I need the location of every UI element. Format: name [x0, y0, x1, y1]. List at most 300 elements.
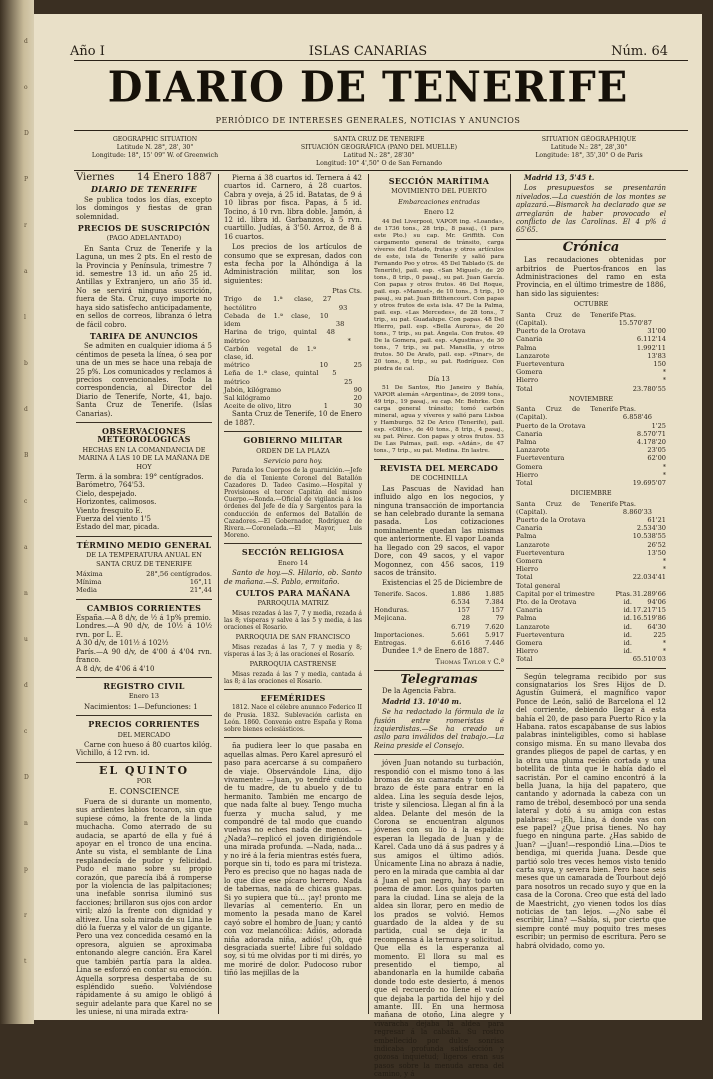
lonja-row-value: 30 — [353, 402, 362, 411]
lonja-row-value: 38 — [335, 320, 345, 329]
general-row-value: 31.289'66 — [632, 589, 666, 598]
octubre-row-label: Lanzarote — [516, 351, 550, 360]
revista-sub: DE COCHINILLA — [410, 474, 468, 483]
lonja-row — [224, 369, 362, 385]
quinto-title: EL QUINTO — [98, 763, 190, 777]
obs-line: Estado del mar, picada. — [76, 523, 160, 532]
general-row-value: id. — [623, 630, 632, 639]
geo-center-lon: Longitud: 10° 4',50" O de San Fernando — [316, 160, 442, 167]
separator — [76, 599, 212, 600]
diciembre-row-value: 10.538'55 — [632, 532, 666, 541]
noviembre-row-value: 6.858'46 — [622, 413, 652, 422]
gobierno-sub2: Servicio para hoy. — [263, 456, 323, 465]
general-row-label: Canaria — [516, 606, 543, 615]
obs-line: Term. á la sombra: 19° centígrados. — [76, 473, 204, 481]
culto-text: Misas rezada á las 7 y media, cantada á las 8; á las oraciones el Rosario. — [224, 670, 362, 685]
exist-row-value: 157 — [491, 606, 504, 615]
diciembre-row-total — [516, 573, 666, 581]
noviembre-row-label: Canaria — [516, 429, 543, 438]
diciembre-row — [516, 565, 666, 573]
termino-sub: DE LA TEMPERATURA ANUAL EN SANTA CRUZ DE TENERIFE — [86, 551, 202, 568]
lonja-row-values — [310, 402, 362, 410]
octubre-row-values — [614, 344, 666, 352]
diciembre-row-label: Palma — [516, 532, 537, 541]
cambios-lines — [76, 614, 212, 673]
exist-row-label: Entregas. — [374, 638, 407, 647]
separator — [76, 677, 212, 678]
general-row-label: Palma — [516, 614, 537, 623]
octubre-row — [516, 376, 666, 384]
geo-center-lat: Latitud N.: 28°, 28'30" — [343, 152, 415, 159]
diciembre-row-value: * — [662, 556, 666, 565]
lonja-row-values — [310, 386, 362, 394]
region-label: ISLAS CANARIAS — [308, 44, 428, 59]
spine-glyph: B — [24, 452, 29, 459]
general-row-value: * — [662, 647, 666, 656]
diciembre-row — [516, 532, 666, 540]
exist-row-value: 28 — [461, 614, 470, 623]
general-row-value: 225 — [653, 630, 666, 639]
issue-date — [76, 174, 212, 182]
general-row-label: Hierro — [516, 647, 539, 656]
lonja-row-value: 25 — [344, 377, 353, 386]
diciembre-row-values — [614, 532, 666, 540]
diciembre-title: DICIEMBRE — [570, 489, 612, 498]
lonja-row — [224, 394, 362, 402]
column-divider-3 — [510, 174, 511, 1014]
octubre-row-value: 13'83 — [647, 351, 666, 360]
mercado-sub: DEL MERCADO — [117, 730, 171, 739]
noviembre-row-total-label: Total — [516, 478, 533, 487]
lonja-row-label: Aceite de olivo, litro — [224, 402, 292, 411]
diciembre-row — [516, 516, 666, 524]
separator — [224, 543, 362, 544]
religiosa-date: Enero 14 — [277, 558, 309, 567]
exist-row-values — [451, 639, 504, 647]
tarifa-title: TARIFA DE ANUNCIOS — [89, 330, 199, 341]
publication-intro: Se publica todos los días, excepto los domingos y fiestas de gran solemnidad. — [76, 195, 212, 221]
tel-agency: De la Agencia Fabra. — [382, 687, 457, 696]
diciembre-row — [516, 541, 666, 549]
noviembre-row-label: Palma — [516, 437, 537, 446]
diciembre-rows — [516, 500, 666, 582]
diciembre-row — [516, 524, 666, 532]
geo-left — [80, 136, 230, 160]
termino-row — [76, 570, 212, 578]
noviembre-row-value: Ptas. — [619, 405, 636, 414]
precios-text: En Santa Cruz de Tenerife y la Laguna, un mes 2 pts. En el resto de la Provincia y Península, trimestre 7 id. semestre 13 id. un año 25 id. Antillas y Extranjero, un año 35 id. No se servirá ninguna suscrición, fuera de Sta. Cruz, cuyo importe no haya sido satisfecho anticipadamente, en sellos de correos, libranza ó letra de fácil cobro. — [76, 244, 212, 329]
noviembre-row-total-values — [614, 479, 666, 487]
diciembre-row-value: 26'52 — [647, 540, 666, 549]
diciembre-row-value: 13'50 — [647, 548, 666, 557]
exist-sign: Thomas Taylor y C.ª — [435, 657, 504, 666]
lonja-row-value: * — [347, 336, 351, 345]
geo-right-lon: Longitude: 18°, 35',30" O de Paris — [535, 152, 643, 159]
precios-sub: (PAGO ADELANTADO) — [106, 234, 182, 243]
general-row — [516, 647, 666, 655]
cambios-line: Londres.—A 90 d/v, de 10½ á 10½ rvn. por L. E. — [76, 622, 212, 639]
geo-center-city: SANTA CRUZ DE TENERIFE — [333, 136, 425, 143]
exist-row-value: 79 — [495, 614, 504, 623]
diciembre-row-values — [614, 565, 666, 573]
exist-row-values — [452, 606, 504, 614]
exist-row-values — [451, 598, 504, 606]
dia13-text: 51 De Santos, Rio Janeiro y Bahía, VAPOR alemán «Argentina», de 2099 tons., 49 trip., 19 pasaj., su cap. Mr. Behrke. Con carga general tránsito; tomó carbón mineral, agua y víveres y salió para Lisboa y Hamburgo. 52 De Arico (Tenerife), pail. esp. «Ollite», de 40 tons., 8 trip., 4 pasaj., su pat. Pérez. Con papas y otros frutos. 53 De Las Palmas, pail. esp. «Adán», de 47 tons., 7 trip., su pat. Medina. En lastre. — [374, 385, 504, 455]
octubre-row-label: Puerto de la Orotava — [516, 327, 586, 336]
lonja-row-values — [310, 394, 362, 402]
general-row-label: Capital por el trimestre — [516, 589, 595, 598]
octubre-row — [516, 327, 666, 335]
general-row-values — [614, 590, 666, 598]
lonja-row-label: Carbón vegetal de 1.ª clase, id. — [224, 344, 317, 361]
separator — [224, 737, 362, 738]
obs-sub: HECHAS EN LA COMANDANCIA DE MARINA Á LAS 10 DE LA MAÑANA DE HOY — [78, 445, 210, 471]
lonja-row — [224, 361, 362, 369]
precios-title: PRECIOS DE SUSCRIPCIÓN — [77, 223, 211, 234]
lonja-row-label: Cebada de 1.ª clase, idem — [224, 311, 311, 329]
lonja-row-value: 90 — [353, 385, 362, 394]
cultos-title: CULTOS PARA MAÑANA — [235, 588, 351, 599]
octubre-row-label: Santa Cruz de Tenerife (Capital). — [516, 310, 618, 327]
lonja-row-value: 25 — [353, 361, 362, 370]
revista-title: REVISTA DEL MERCADO — [379, 463, 499, 474]
noviembre-row — [516, 430, 666, 438]
separator — [374, 670, 504, 671]
lonja-header-cts: Cts. — [348, 287, 362, 296]
exist-row-values — [451, 590, 504, 598]
general-row — [516, 582, 666, 590]
octubre-row-total-label: Total — [516, 384, 533, 393]
spine-glyph: D — [24, 774, 29, 781]
noviembre-row-value: * — [662, 470, 666, 479]
cronica-title: Crónica — [562, 239, 620, 255]
diciembre-row-label: Canaria — [516, 524, 543, 533]
general-row-value: 94'06 — [647, 598, 666, 606]
cultos-blocks — [224, 599, 362, 685]
general-row-value: Ptas. — [615, 589, 632, 598]
cambios-line: A 8 d/v, de 4'06 á 4'10 — [76, 664, 155, 673]
lonja-row-value: 10 — [319, 311, 329, 320]
general-row-total-value: 65.510'03 — [632, 655, 666, 664]
spine-glyph: P — [24, 176, 29, 183]
lonja-row-value: 93 — [338, 303, 348, 312]
exist-row-values — [451, 623, 504, 631]
general-row-value: * — [662, 639, 666, 648]
octubre-row-total-value: 23.780'55 — [632, 384, 666, 393]
lonja-rows — [224, 295, 362, 410]
masthead-rule-bottom — [74, 130, 688, 131]
tel-time: Madrid 13. 10'40 m. — [382, 696, 462, 706]
general-row — [516, 606, 666, 614]
exist-row — [374, 623, 504, 631]
general-row-value: id. — [623, 647, 632, 656]
cronica-intro: Las recaudaciones obtenidas por arbitrios de Puertos-francos en las Administraciones del ramo en esta Provincia, en el último trimestre de 1886, han sido las siguientes: — [516, 256, 666, 298]
termino-row-label: Máxima — [76, 570, 103, 579]
octubre-title: OCTUBRE — [573, 300, 609, 309]
general-row-value: id. — [623, 622, 632, 631]
diciembre-row-total-label: Total — [516, 573, 533, 582]
general-row-total-label: Total — [516, 655, 533, 664]
gobierno-text: Parada los Cuerpos de la guarnición.—Jefe de día el Teniente Coronel del Batallón Cazadores D. Tadeo Casimo.—Hospital y Provisiones el tercer Capitán del mismo Cuerpo.—Ronda.—Oficial de vigilancia á los órdenes del Jefe de día y Sargentos para la conducción de enfermos del Batallón de Cazadores.—El Gobernador, Rodríguez de Rivera.—Coronelada.—El Mayor, Luis Moreno. — [224, 467, 362, 540]
diciembre-row-values — [614, 541, 666, 549]
culto-parish: PARROQUIA DE SAN FRANCISCO — [235, 633, 351, 642]
diciembre-row-label: Hierro — [516, 565, 539, 574]
spine-glyph: l — [24, 314, 26, 321]
lonja-row-label: Sal kilógramo — [224, 393, 271, 402]
exist-row — [374, 598, 504, 606]
exist-row-label: Mejicana. — [374, 614, 407, 623]
general-row-total — [516, 655, 666, 663]
issue-date-text: 14 Enero 1887 — [137, 172, 212, 183]
noviembre-row-value: 8.570'71 — [636, 429, 666, 438]
geo-right-lat: Latitude N.: 28°, 28',30" — [550, 144, 628, 151]
entradas-date: Enero 12 — [423, 208, 455, 217]
octubre-row-value: 15.570'87 — [618, 318, 652, 327]
lonja-row-value: 27 — [322, 295, 332, 304]
revista-text: Las Pascuas de Navidad han influido algo en los negocios, y ninguna transacción de importancia se han celebrado durante la semana pasada. Los cotizaciones nominalmente quedan las mismas que anteriormente. El vapor Loanda ha llegado con 29 sacos, el vapor Dore, con 49 sacos, y el vapor Mogonnez, con 456 sacos, 119 sacos de tránsito. — [374, 484, 504, 577]
exist-row-value: 1.886 — [451, 589, 470, 598]
entradas-title: Embarcaciones entradas — [398, 197, 480, 206]
general-row-value: 17.217'15 — [632, 606, 666, 615]
obs-line: Fuerza del viento 1'5 — [76, 515, 151, 524]
noviembre-row-value: 23'05 — [647, 446, 666, 455]
obs-line: Barómetro, 764'53. — [76, 481, 145, 490]
general-row-values — [614, 631, 666, 639]
spine-glyph: o — [24, 84, 28, 91]
general-rows — [516, 582, 666, 664]
diario-heading: DIARIO DE TENERIFE — [91, 184, 197, 195]
spine-glyph: r — [24, 222, 27, 229]
diciembre-row — [516, 500, 666, 516]
geo-rule — [74, 170, 688, 171]
diciembre-row-label: Gomera — [516, 556, 543, 565]
spine-glyph: r — [24, 912, 27, 919]
story-text-3: jóven Juan notando su turbación, respondió con el mismo tono á las bromas de su camarada y tomó el brazo de éste para entrar en la aldea. Lina les seguía desde lejos, triste y silenciosa. Llegan al fin á la aldea. Delante del mesón de la Corona se encuentran algunos jóvenes con su lío á la espalda: esperan la llegada de Juan y de Karel. Cada uno dá á sus padres y á sus amigos el último adiós. Únicamente Lina no abraza á nadie, pero en la mirada que cambia al dar á Juan el pan negro, hay todo un poema de amor. Los quintos parten para la ciudad. Lina se aleja de la aldea sin llorar, pero en medio de los prados se volvió. Hemos guardado de la aldea y de su partida, cual se deja ir la recompensa á la ternura y solicitud. Que ella es la esperanza al momento. El llora su mal es presentido el tiempo, al abandonarla en la humilde cabaña donde todo este desierto, á menos que el recuerdo no llene el vacío que dejaba la partida del hijo y del amante. III. En una hermosa mañana de otoño, Lina alegre y vivaracha dejaba la aldea para regresar á la cabaña. Su rostro embellecido por dulce sonrisa indicaba profunda satisfacción y gozosa inquietud; ligeros eran sus pasos sobre la menuda arena del camino, y á — [374, 759, 504, 1079]
geo-right-title: SITUATION GÉOGRAPHIQUE — [541, 136, 637, 143]
diciembre-row-values — [614, 549, 666, 557]
noviembre-row-label: Hierro — [516, 470, 539, 479]
lonja-row — [224, 312, 362, 328]
octubre-row-value: * — [662, 368, 666, 377]
dispatch-text: Los presupuestos se presentarán nivelados.—La cuestión de los montes se aplazará.—Bismarck ha declarado que se arreglarán de haber provocado el conflicto de las Carolinas. El 4 p% á 65'65. — [516, 184, 666, 235]
termino-title: TÉRMINO MEDIO GENERAL — [76, 539, 212, 550]
lonja-row-values — [310, 361, 362, 369]
noviembre-row-label: Lanzarote — [516, 446, 550, 455]
termino-row-value: 28°,56 centígrados. — [146, 570, 212, 579]
masthead-top-row — [42, 44, 694, 60]
octubre-row-values — [614, 335, 666, 343]
noviembre-row-values — [614, 463, 666, 471]
separator — [76, 762, 212, 763]
exist-row-value: 7.446 — [485, 638, 504, 647]
exist-row — [374, 631, 504, 639]
lonja-row-value: 5 — [332, 369, 337, 378]
noviembre-row-values — [614, 471, 666, 479]
octubre-row-value: * — [662, 376, 666, 385]
cambios-title: CAMBIOS CORRIENTES — [86, 602, 202, 613]
diciembre-row-total-value: 22.034'41 — [632, 573, 666, 582]
culto-parish: PARROQUIA MATRIZ — [257, 599, 329, 608]
issue-number: Núm. 64 — [611, 44, 668, 59]
noviembre-row — [516, 446, 666, 454]
noviembre-row-value: * — [662, 462, 666, 471]
geo-center — [284, 136, 474, 168]
religiosa-title: SECCIÓN RELIGIOSA — [241, 547, 345, 558]
noviembre-row-value: 62'00 — [647, 454, 666, 463]
spine-glyph: t — [24, 958, 27, 965]
octubre-row-label: Gomera — [516, 368, 543, 377]
general-row-values — [614, 614, 666, 622]
exist-row-values — [452, 614, 504, 622]
spine-glyph: c — [24, 728, 28, 735]
general-row-values — [614, 582, 666, 590]
octubre-row — [516, 344, 666, 352]
separator — [76, 422, 212, 423]
spine-glyph: n — [24, 590, 28, 597]
general-row-label: Fuerteventura — [516, 630, 565, 639]
lonja-row-value: 1 — [323, 402, 328, 411]
noviembre-row-value: 4.178'20 — [636, 437, 666, 446]
lonja-header-ptas: Ptas — [332, 287, 347, 296]
noviembre-row — [516, 471, 666, 479]
general-row — [516, 614, 666, 622]
separator — [76, 715, 212, 716]
adjacent-page-strip — [0, 0, 34, 1024]
general-row-value: 64'30 — [647, 622, 666, 631]
noviembre-title: NOVIEMBRE — [569, 394, 613, 403]
octubre-row-value: 6.112'14 — [636, 335, 666, 344]
termino-row-value: 21°,44 — [189, 586, 212, 595]
general-row-label: Gomera — [516, 639, 543, 648]
noviembre-row-total-value: 19.695'07 — [632, 478, 666, 487]
exist-row-value: 5.917 — [485, 630, 504, 639]
diciembre-row-value: * — [662, 565, 666, 574]
octubre-row-label: Hierro — [516, 376, 539, 385]
prices-text: Pierna á 38 cuartos id. Ternera á 42 cuartos id. Carnero, á 28 cuartos. Cabra y oveja, á 25 id. Batatas, de 9 á 10 libras por fisca. Papas, á 5 id. Tocino, á 10 rvn. libra doble. Jamón, á 12 id. libra id. Garbanzos, á 5 rvn. cuartillo. Judías, á 3'50. Arroz, de 8 á 16 cuartos. — [224, 174, 362, 241]
separator — [374, 459, 504, 460]
diciembre-row — [516, 549, 666, 557]
general-row-label: Lanzarote — [516, 622, 550, 631]
obs-line: Viento fresquito E. — [76, 506, 143, 515]
obs-title: OBSERVACIONES METEOROLÓGICAS — [97, 425, 191, 445]
entradas-text: 44 Del Liverpool, VAPOR ing. «Loanda», de 1736 tons., 28 trip., 8 pasaj., (1 para este Pto.) su cap. Mr. Griffith. Con cargamento general de tránsito, carga víveres del Estado, frutas y otros artículos de este, isla de Tenerife y salió para Fernando Poo y otros. 45 Del Tablado (S. de Tenerife), pail. esp. «San Miguel», de 20 tons., 8 trip., 0 pasaj., su pat. Juan García. Con papas y otros frutos. 46 Del Roque, pail. esp. «Manuel», de 10 tons., 5 trip., 10 pasaj., su pat. Juan Bitthencourt. Con papas y otros frutos de esta isla. 47 De la Palma, pail. esp. «Las Mercedes», de 28 tons., 7 trip., su pat. Guadalupe. Con papas. 48 Del Hierro, pail. esp. «Bella Aurora», de 20 tons., 7 trip., su pat. Ángela. Con frutos. 49 De la Gomera, pail. esp. «Agustina», de 30 tons., 7 trip., su pat. Mansilla, y otros frutos. 50 De Arafo, pail. esp. «Pinar», de 20 tons., 8 trip., su pat. Rodríguez. Con piedra de cal. — [374, 218, 504, 372]
termino-row-label: Media — [76, 586, 97, 595]
mercado-title: PRECIOS CORRIENTES — [88, 719, 200, 730]
octubre-row-label: Palma — [516, 343, 537, 352]
quinto-by: POR — [136, 777, 152, 786]
exist-row-value: 1.885 — [485, 589, 504, 598]
diciembre-row-values — [614, 557, 666, 565]
gobierno-title: GOBIERNO MILITAR — [243, 435, 343, 446]
lonja-row-values — [313, 295, 362, 311]
exist-row-value: 5.661 — [451, 630, 470, 639]
tarifa-text: Se admiten en cualquier idioma á 5 céntimos de peseta la línea, ó sea por una de un mes se hace una rebaja de 25 p%. Los comunicados y reclamos á precios convencionales. Toda la correspondencia, al Director del Diario de Tenerife, Norte, 41, bajo. Santa Cruz de Tenerife. (Islas Canarias). — [76, 342, 212, 418]
geo-left-lat: Latitude N. 28°, 28', 30" — [116, 144, 194, 151]
column-divider-1 — [218, 174, 219, 1014]
spine-glyph: b — [24, 360, 28, 367]
diciembre-row-values — [618, 500, 666, 516]
exist-row-value: 6.534 — [451, 597, 470, 606]
noviembre-row-value: 1'25 — [651, 421, 666, 430]
culto-text: Misas rezadas á las 7, 7 y media y 8; vísperas á las 3; á las oraciones el Rosario. — [224, 643, 362, 659]
lonja-header — [224, 287, 362, 295]
lonja-row — [224, 295, 362, 311]
issue-weekday: Viernes — [76, 172, 115, 183]
religiosa-text: Santo de hoy.—S. Hilario, ob. Santo de mañana.—S. Pablo, ermitaño. — [224, 569, 362, 586]
noviembre-row-total — [516, 479, 666, 487]
noviembre-row — [516, 405, 666, 421]
termino-row-value: 16°,11 — [189, 578, 212, 587]
noviembre-row — [516, 422, 666, 430]
lonja-row — [224, 402, 362, 410]
lonja-row — [224, 345, 362, 361]
octubre-row — [516, 335, 666, 343]
separator — [516, 668, 666, 669]
octubre-row-values — [614, 327, 666, 335]
exist-row-label: Importaciones. — [374, 630, 425, 639]
diciembre-row-values — [614, 524, 666, 532]
diciembre-row-value: 2.534'30 — [636, 524, 666, 533]
exist-row — [374, 606, 504, 614]
termino-row-label: Mínima — [76, 578, 102, 587]
general-row-value: id. — [623, 639, 632, 648]
spine-glyph: d — [24, 38, 28, 45]
octubre-row-total-values — [614, 385, 666, 393]
spine-glyph: c — [24, 498, 28, 505]
noviembre-row-values — [614, 430, 666, 438]
obs-line: Cielo, despejado. — [76, 489, 137, 498]
exist-row-label: Tenerife. Sacos. — [374, 589, 428, 598]
lonja-row-values — [316, 345, 362, 361]
newspaper-subtitle: PERIÓDICO DE INTERESES GENERALES, NOTICIAS Y ANUNCIOS — [215, 116, 521, 125]
noviembre-row-values — [614, 446, 666, 454]
general-row-value: id. — [623, 598, 632, 606]
separator — [76, 536, 212, 537]
octubre-row-value: 31'00 — [647, 327, 666, 336]
lonja-footer: Santa Cruz de Tenerife, 10 de Enero de 1887. — [224, 410, 362, 427]
noviembre-row-label: Santa Cruz de Tenerife (Capital). — [516, 405, 618, 422]
column-divider-2 — [368, 174, 369, 1014]
spine-glyph: a — [24, 268, 28, 275]
general-row-values — [614, 639, 666, 647]
exist-row-value: 7.620 — [485, 622, 504, 631]
spine-glyph: a — [24, 544, 28, 551]
exist-row — [374, 590, 504, 598]
general-row-total-values — [614, 655, 666, 663]
lonja-row-label: Harina de trigo, quintal métrico — [224, 328, 317, 345]
general-row-value: id. — [623, 614, 632, 623]
telegramas-title: Telegramas — [400, 671, 478, 686]
noviembre-row-label: Gomera — [516, 462, 543, 471]
lonja-row-value: 20 — [353, 393, 362, 402]
culto-text: Misas rezadas á las 7, 7 y media, rezada á las 8; vísperas y salve á las 5 y media, á las oraciones el Rosario. — [224, 609, 362, 632]
registro-date: Enero 13 — [128, 692, 160, 701]
column-2 — [224, 174, 362, 1014]
year-label: Año I — [70, 44, 105, 59]
octubre-row — [516, 352, 666, 360]
exist-row-value: 157 — [457, 606, 470, 615]
octubre-row-value: 150 — [653, 359, 666, 368]
spine-glyph: u — [24, 636, 28, 643]
diciembre-row-label: Santa Cruz de Tenerife (Capital). — [516, 499, 618, 516]
termino-row — [76, 586, 212, 594]
spine-glyph: D — [24, 130, 29, 137]
lonja-row — [224, 328, 362, 344]
octubre-row-values — [614, 376, 666, 384]
octubre-row — [516, 360, 666, 368]
geo-left-lon: Longitude: 18°, 15' 09" W. of Greenwich — [91, 152, 219, 159]
gobierno-sub: ORDEN DE LA PLAZA — [256, 446, 330, 455]
